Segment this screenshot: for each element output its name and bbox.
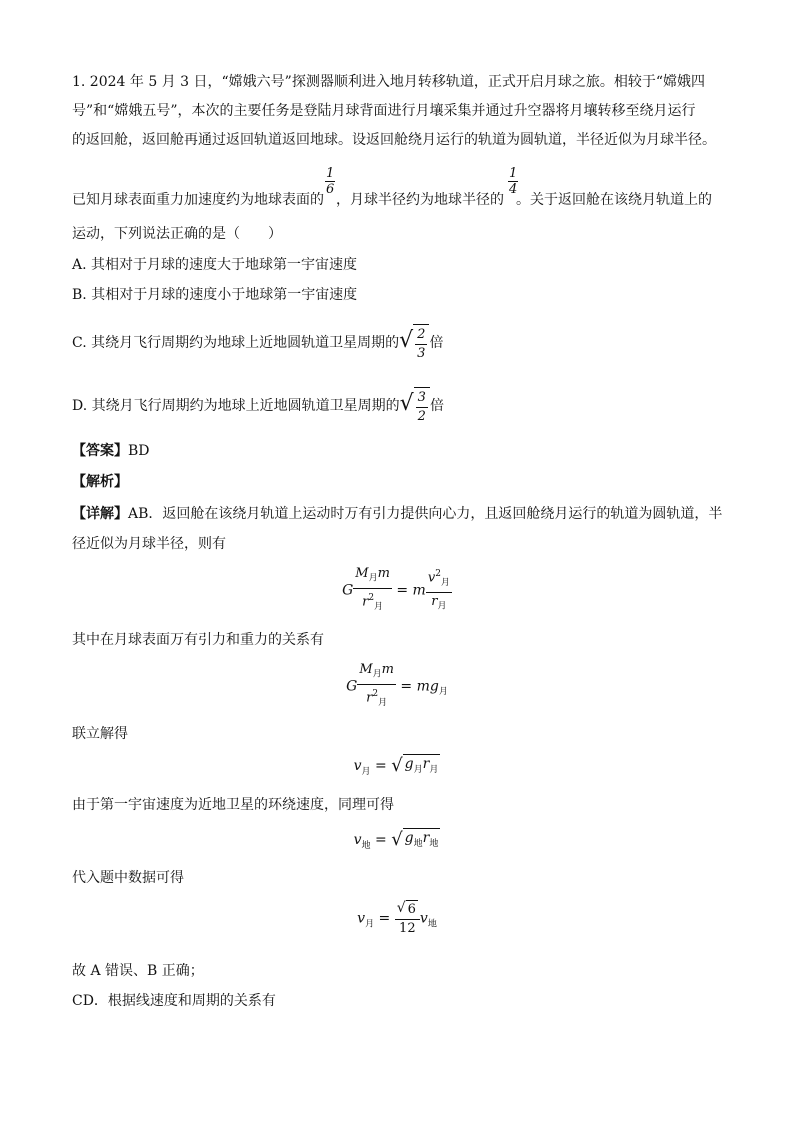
question-line-3: 的返回舱，返回舱再通过返回轨道返回地球。设返回舱绕月运行的轨道为圆轨道，半径近似为月球半径。 <box>72 132 716 148</box>
detail-line-1: 【详解】AB．返回舱在该绕月轨道上运动时万有引力提供向心力，且返回舱绕月运行的轨道为圆轨道，半 <box>72 506 723 522</box>
option-d-text: D. 其绕月飞行周期约为地球上近地圆轨道卫星周期的 <box>72 398 400 414</box>
option-d <box>72 387 444 425</box>
cd-line: CD．根据线速度和周期的关系有 <box>72 993 276 1009</box>
answer-line <box>72 441 150 461</box>
question-line-2: 号”和“嫦娥五号”，本次的主要任务是登陆月球背面进行月壤采集并通过升空器将月壤转移至绕月运行 <box>72 103 696 119</box>
relation-line: 其中在月球表面万有引力和重力的关系有 <box>72 632 324 648</box>
option-c-text: C. 其绕月飞行周期约为地球上近地圆轨道卫星周期的 <box>72 335 400 351</box>
equation-velocity-ratio: $v_月$ = √ 6 12 $v_地$ <box>357 900 437 936</box>
sqrt-three-halves: √ $\frac{3}{2}$ <box>400 387 430 425</box>
answer-value: BD <box>128 443 150 459</box>
analysis-heading: 【解析】 <box>72 474 128 490</box>
sqrt-two-thirds: √ $\frac{2}{3}$ <box>399 324 429 362</box>
option-c-tail: 倍 <box>429 335 444 351</box>
option-d-tail: 倍 <box>429 398 444 414</box>
equation-earth-velocity: $v_地$ = √ $g_地r_地$ <box>353 829 439 851</box>
conclusion-line: 故 A 错误、B 正确； <box>72 963 204 979</box>
substitute-line: 代入题中数据可得 <box>72 870 184 886</box>
equation-moon-velocity: $v_月$ = √ $g_月r_月$ <box>353 755 439 777</box>
detail-line-2: 径近似为月球半径，则有 <box>72 536 226 552</box>
detail-label: 【详解】 <box>72 506 128 522</box>
question-line-1: 1. 2024 年 5 月 3 日，“嫦娥六号”探测器顺利进入地月转移轨道，正式开启月球之旅。相较于“嫦娥四 <box>72 74 705 90</box>
question-line-4a: 已知月球表面重力加速度约为地球表面的 <box>72 192 324 208</box>
question-line-5: 运动，下列说法正确的是（ ） <box>72 226 282 242</box>
equation-gravity-weight: G $\frac{M_月m}{r^2_月}$ = $mg_月$ <box>346 662 448 708</box>
question-line-4c: 。关于返回舱在该绕月轨道上的 <box>516 192 712 208</box>
fraction-one-sixth: 1 6 <box>326 166 335 197</box>
question-line-4b: ，月球半径约为地球半径的 <box>336 192 504 208</box>
answer-label: 【答案】 <box>72 443 128 459</box>
cosmic-line: 由于第一宇宙速度为近地卫星的环绕速度，同理可得 <box>72 797 394 813</box>
fraction-one-quarter: 1 4 <box>509 166 518 197</box>
option-c <box>72 324 443 362</box>
option-a: A. 其相对于月球的速度大于地球第一宇宙速度 <box>72 257 358 273</box>
question-line-4 <box>72 190 712 210</box>
equation-gravity-centripetal: G $\frac{M_月m}{r^2_月}$ = m $\frac{v^2_月}{r_月}$ <box>342 566 450 612</box>
option-b: B. 其相对于月球的速度小于地球第一宇宙速度 <box>72 287 358 303</box>
solve-line: 联立解得 <box>72 726 128 742</box>
